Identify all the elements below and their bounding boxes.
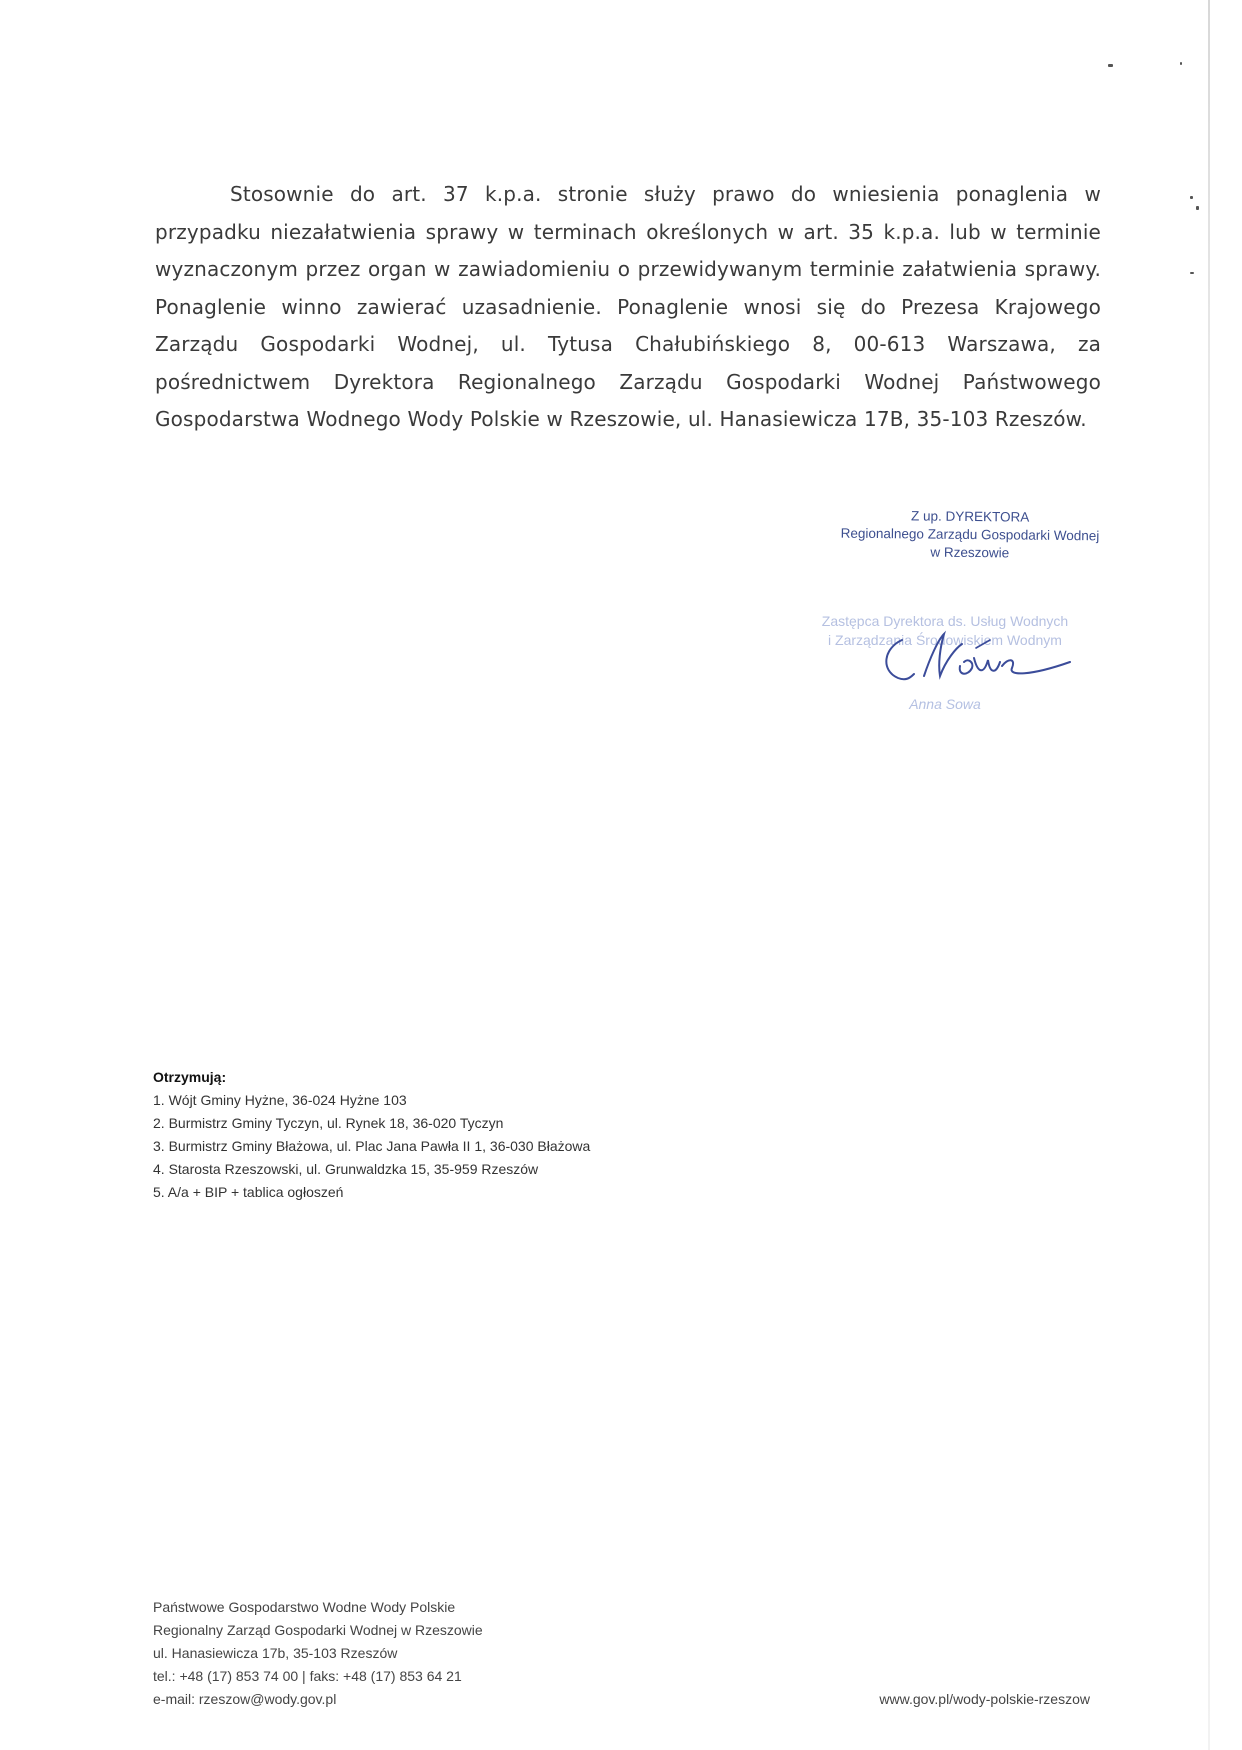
list-item: 3. Burmistrz Gminy Błażowa, ul. Plac Jana Pawła II 1, 36-030 Błażowa (153, 1138, 591, 1154)
body-paragraph: Stosownie do art. 37 k.p.a. stronie służy prawo do wniesienia ponaglenia w przypadku niezałatwienia sprawy w terminach określonych w art. 35 k.p.a. lub w terminie wyznaczonym przez organ w zawiadomieniu o przewidywanym terminie załatwienia sprawy. Ponaglenie winno zawierać uzasadnienie. Ponaglenie wnosi się do Prezesa Krajowego Zarządu Gospodarki Wodnej, ul. Tytusa Chałubińskiego 8, 00-613 Warszawa, za pośrednictwem Dyrektora Regionalnego Zarządu Gospodarki Wodnej Państwowego Gospodarstwa Wodnego Wody Polskie w Rzeszowie, ul. Hanasiewicza 17B, 35-103 Rzeszów. (155, 182, 1101, 431)
scan-edge-shadow (1208, 0, 1210, 1750)
list-item: 4. Starosta Rzeszowski, ul. Grunwaldzka 15, 35-959 Rzeszów (153, 1161, 539, 1177)
footer-address (153, 1596, 753, 1711)
footer-department: Regionalny Zarząd Gospodarki Wodnej w Rzeszowie (153, 1622, 483, 1638)
stamp-line-1: Z up. DYREKTORA (910, 508, 1030, 525)
signature-line-2: i Zarządzania Środowiskiem Wodnym (828, 632, 1062, 648)
footer-street: ul. Hanasiewicza 17b, 35-103 Rzeszów (153, 1645, 398, 1661)
footer-phone: tel.: +48 (17) 853 74 00 | faks: +48 (17) 853 64 21 (153, 1668, 462, 1684)
scan-speck (1196, 206, 1199, 210)
signature-line-1: Zastępca Dyrektora ds. Usług Wodnych (821, 613, 1069, 629)
signatory-name: Anna Sowa (909, 696, 981, 712)
list-item: 2. Burmistrz Gminy Tyczyn, ul. Rynek 18, 36-020 Tyczyn (153, 1115, 504, 1131)
stamp-line-3: w Rzeszowie (930, 544, 1010, 561)
list-item: 1. Wójt Gminy Hyżne, 36-024 Hyżne 103 (153, 1092, 407, 1108)
director-stamp (820, 506, 1121, 563)
handwritten-signature (880, 618, 1080, 698)
recipients-title: Otrzymują: (153, 1069, 227, 1085)
list-item: 5. A/a + BIP + tablica ogłoszeń (153, 1184, 344, 1200)
footer-organization: Państwowe Gospodarstwo Wodne Wody Polskie (153, 1599, 456, 1615)
scan-speck (1108, 64, 1113, 67)
footer-website-link[interactable]: www.gov.pl/wody-polskie-rzeszow (879, 1691, 1090, 1707)
scan-speck (1180, 62, 1182, 65)
stamp-line-2: Regionalnego Zarządu Gospodarki Wodnej (840, 525, 1100, 544)
scan-speck (1190, 272, 1194, 274)
scan-speck (1190, 196, 1193, 199)
recipients-section (153, 1066, 853, 1204)
footer-email: e-mail: rzeszow@wody.gov.pl (153, 1691, 337, 1707)
recipients-list (153, 1089, 853, 1204)
